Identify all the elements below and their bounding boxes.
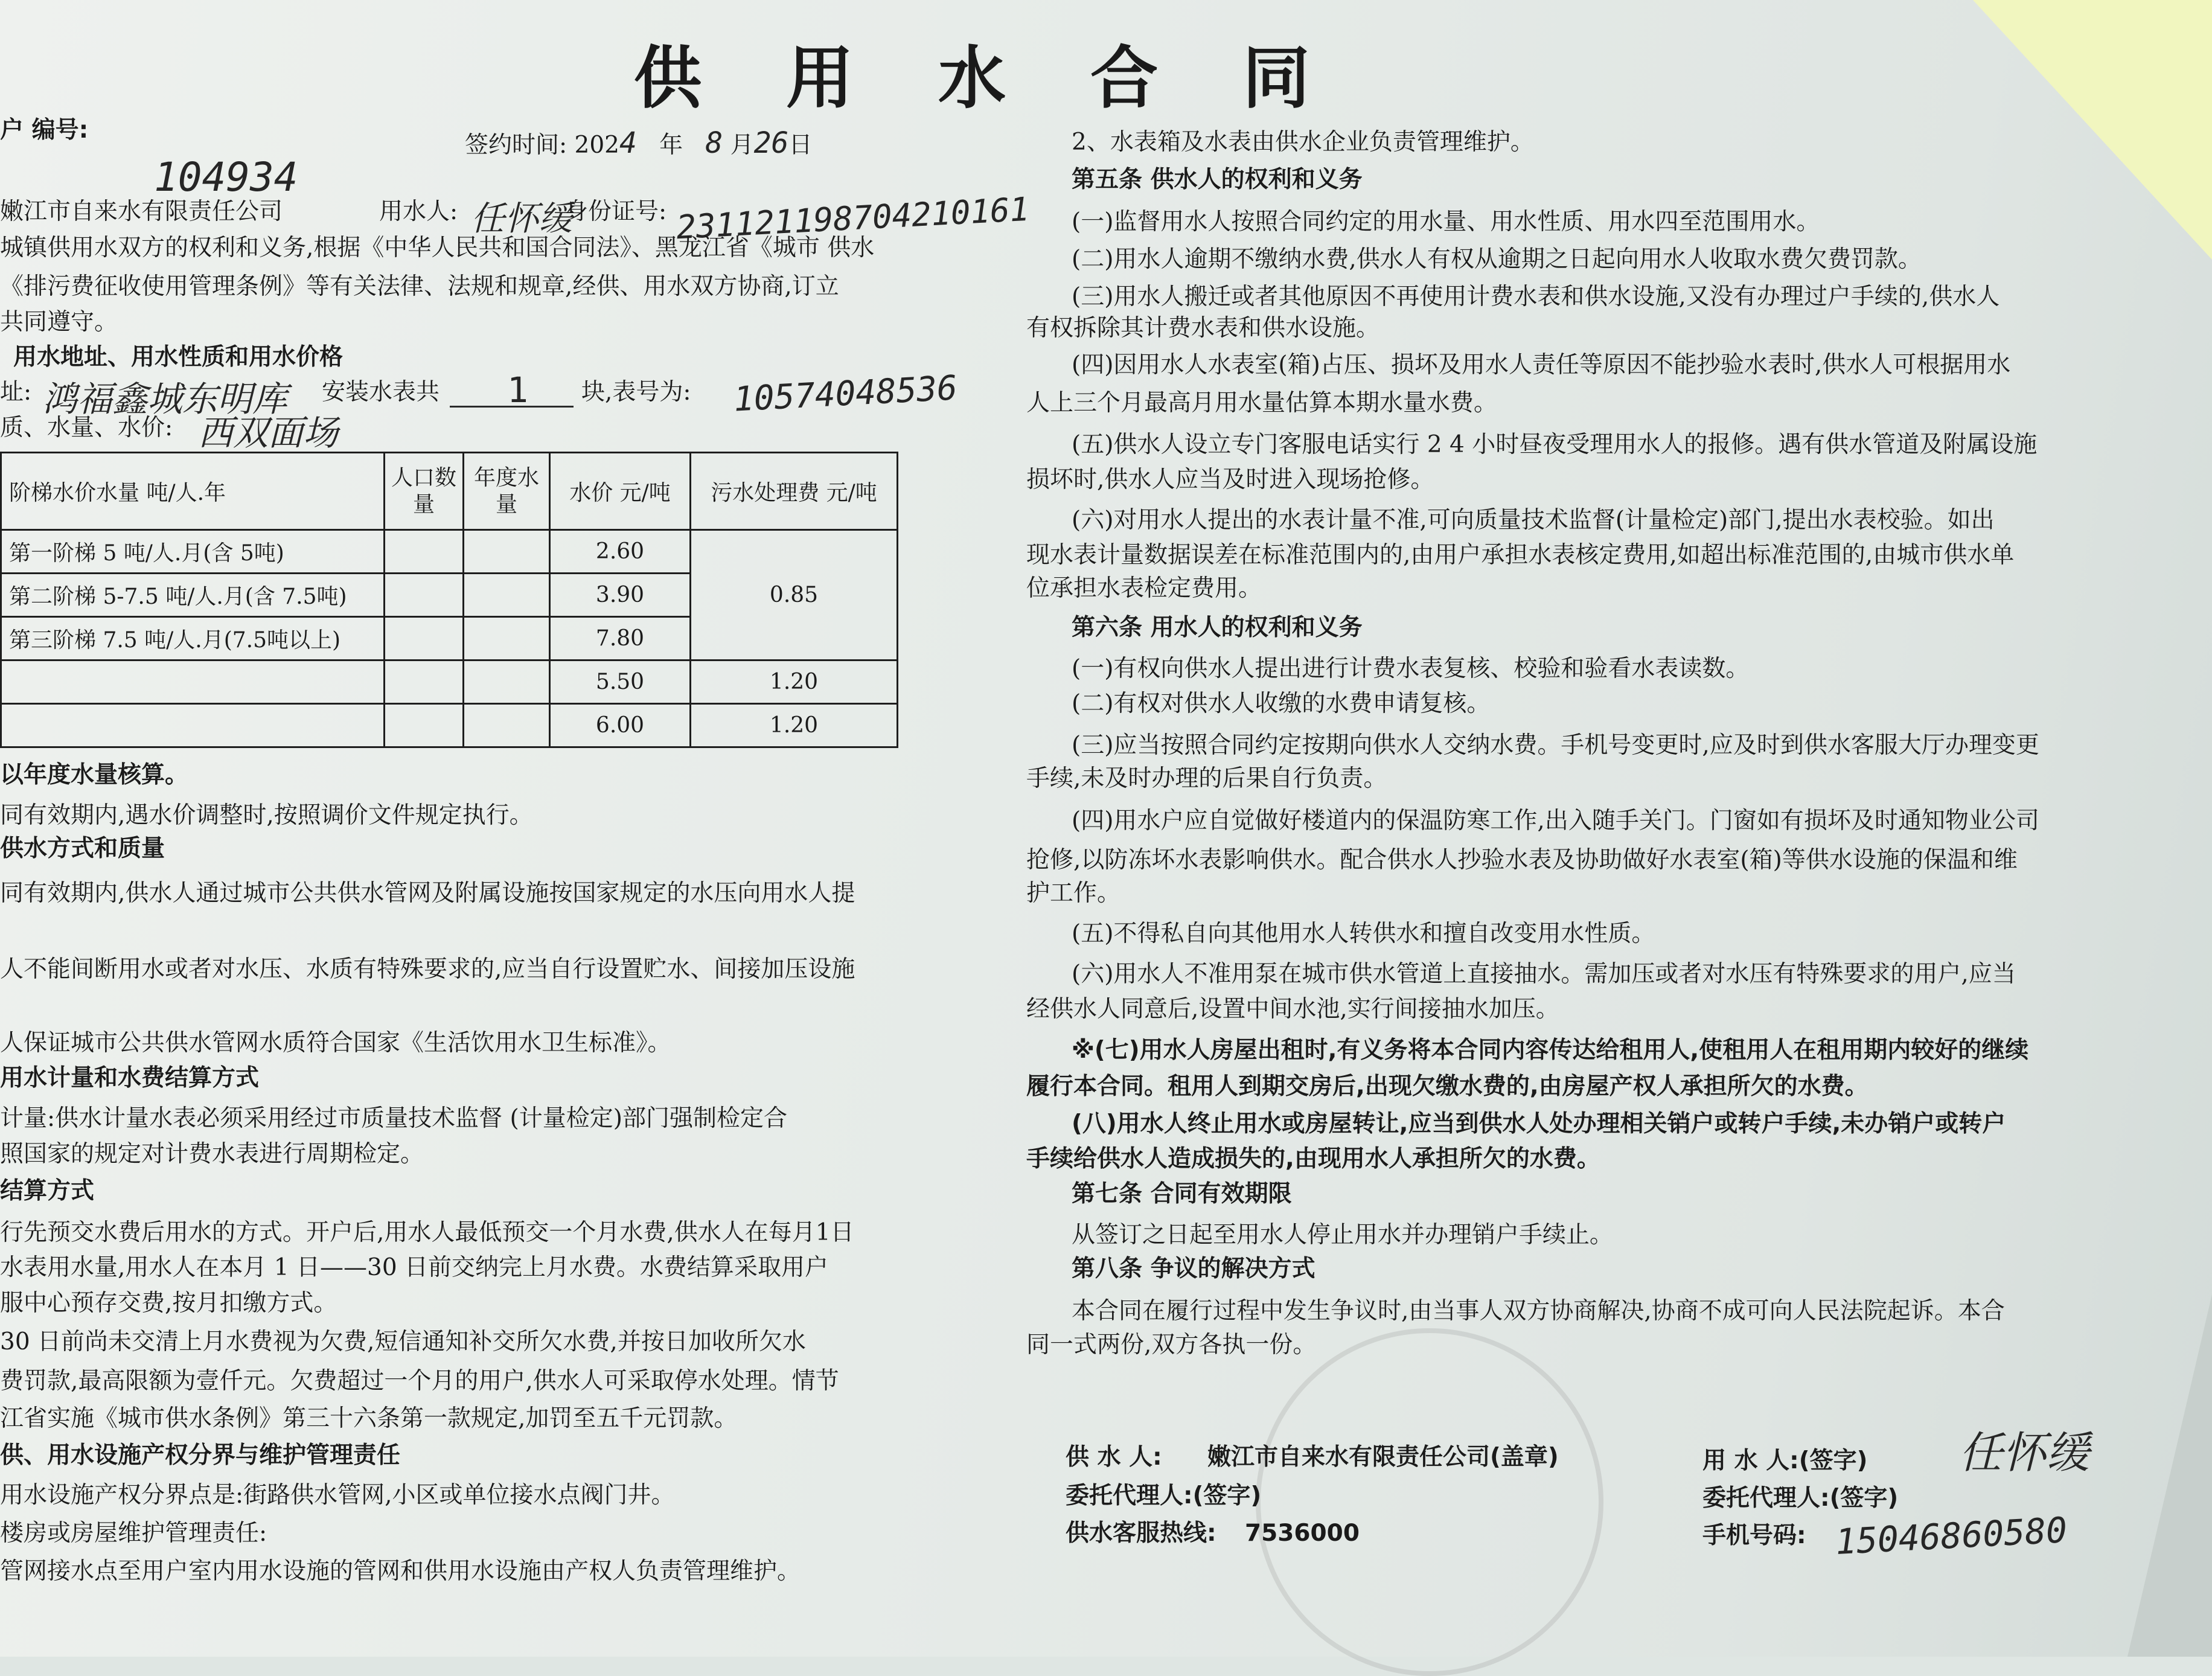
right-paragraph: (二)有权对供水人收缴的水费申请复核。: [1072, 690, 1491, 717]
sign-date-label: 签约时间: 202: [465, 132, 619, 159]
title-char: 供: [634, 39, 702, 118]
supplier-value: 嫩江市自来水有限责任公司(盖章): [1207, 1444, 1559, 1471]
left-paragraph: 人不能间断用水或者对水压、水质有特殊要求的,应当自行设置贮水、间接加压设施: [0, 956, 855, 983]
intro-line: 《排污费征收使用管理条例》等有关法律、法规和规章,经供、用水双方协商,订立: [0, 273, 839, 300]
right-paragraph: 经供水人同意后,设置中间水池,实行间接抽水加压。: [1026, 996, 1559, 1023]
annual-volume-cell: [464, 617, 550, 660]
supplier-agent-label: 委托代理人:(签字): [1066, 1482, 1262, 1509]
right-paragraph: 现水表计量数据误差在标准范围内的,由用户承担水表核定费用,如超出标准范围的,由城市供水单: [1026, 542, 2015, 569]
sewage-cell: 1.20: [691, 704, 898, 747]
table-row: [1, 704, 898, 747]
account-label: 户 编号:: [0, 117, 89, 144]
price-table: [0, 452, 898, 748]
address-value: 鸿福鑫城东明库: [42, 379, 288, 420]
right-paragraph: 第六条 用水人的权利和义务: [1072, 614, 1363, 641]
right-paragraph: (一)监督用水人按照合同约定的用水量、用水性质、用水四至范围用水。: [1072, 208, 1820, 235]
sewage-cell: 0.85: [691, 530, 898, 660]
table-header: 污水处理费 元/吨: [691, 453, 898, 530]
annual-volume-cell: [464, 660, 550, 704]
title-char: 同: [1242, 39, 1310, 118]
right-paragraph: (一)有权向供水人提出进行计费水表复核、校验和验看水表读数。: [1072, 655, 1750, 682]
annual-volume-cell: [464, 704, 550, 747]
user-label: 用水人:: [379, 198, 458, 225]
left-paragraph: 水表用水量,用水人在本月 1 日——30 日前交纳完上月水费。水费结算采取用户: [0, 1254, 829, 1281]
left-paragraph: 同有效期内,遇水价调整时,按照调价文件规定执行。: [0, 802, 533, 829]
account-number: 104934: [154, 154, 298, 200]
right-paragraph: 第五条 供水人的权利和义务: [1072, 166, 1363, 193]
title-char: 水: [938, 39, 1006, 118]
price-cell: 6.00: [550, 704, 691, 747]
nature-label: 质、水量、水价:: [0, 414, 173, 441]
right-paragraph: (三)应当按照合同约定按期向供水人交纳水费。手机号变更时,应及时到供水客服大厅办理变更: [1072, 732, 2039, 759]
meter-number: 10574048536: [732, 368, 959, 420]
user-sign-label: 用 水 人:(签字): [1702, 1447, 1868, 1474]
left-paragraph: 楼房或房屋维护管理责任:: [0, 1520, 267, 1547]
sign-year-digit: 4: [619, 126, 637, 160]
month-label: 月: [730, 132, 754, 159]
right-paragraph: ※(七)用水人房屋出租时,有义务将本合同内容传达给租用人,使租用人在租用期内较好的继续: [1072, 1037, 2029, 1064]
left-paragraph: 服中心预存交费,按月扣缴方式。: [0, 1290, 337, 1317]
right-paragraph: (八)用水人终止用水或房屋转让,应当到供水人处办理相关销户或转户手续,未办销户或转户: [1072, 1110, 2006, 1137]
meter-label: 安装水表共: [322, 379, 440, 406]
right-paragraph: 有权拆除其计费水表和供水设施。: [1026, 315, 1380, 342]
document-title: [634, 24, 1310, 121]
title-char: 合: [1090, 39, 1158, 118]
right-paragraph: (六)用水人不准用泵在城市供水管道上直接抽水。需加压或者对水压有特殊要求的用户,应当: [1072, 961, 2016, 988]
left-paragraph: 用水计量和水费结算方式: [0, 1064, 260, 1092]
address-label: 址:: [0, 379, 32, 406]
nature-value: 西双面场: [198, 412, 339, 453]
left-paragraph: 照国家的规定对计费水表进行周期检定。: [0, 1140, 424, 1168]
right-paragraph: 同一式两份,双方各执一份。: [1026, 1331, 1317, 1358]
hotline-label: 供水客服热线:: [1066, 1520, 1216, 1547]
annual-volume-cell: [464, 530, 550, 574]
right-paragraph: 手续,未及时办理的后果自行负责。: [1026, 765, 1387, 792]
tier-cell: [1, 660, 385, 704]
right-paragraph: (五)供水人设立专门客服电话实行 2 4 小时昼夜受理用水人的报修。遇有供水管道及附属设施: [1072, 431, 2038, 458]
tier-cell: 第一阶梯 5 吨/人.月(含 5吨): [1, 530, 385, 574]
right-paragraph: 履行本合同。租用人到期交房后,出现欠缴水费的,由房屋产权人承担所欠的水费。: [1026, 1073, 1868, 1100]
left-paragraph: 管网接水点至用户室内用水设施的管网和供用水设施由产权人负责管理维护。: [0, 1558, 801, 1585]
sign-date: [465, 126, 813, 160]
price-cell: 2.60: [550, 530, 691, 574]
tier-cell: 第二阶梯 5-7.5 吨/人.月(含 7.5吨): [1, 574, 385, 617]
supplier-label: 供 水 人:: [1066, 1444, 1162, 1471]
left-paragraph: 供水方式和质量: [0, 835, 165, 862]
left-paragraph: 费罚款,最高限额为壹仟元。欠费超过一个月的用户,供水人可采取停水处理。情节: [0, 1367, 839, 1395]
right-paragraph: 护工作。: [1026, 880, 1121, 907]
population-cell: [385, 574, 464, 617]
right-paragraph: (三)用水人搬迁或者其他原因不再使用计费水表和供水设施,又没有办理过户手续的,供水人: [1072, 283, 2000, 310]
table-header: 阶梯水价水量 吨/人.年: [1, 453, 385, 530]
table-row: [1, 660, 898, 704]
tier-cell: 第三阶梯 7.5 吨/人.月(7.5吨以上): [1, 617, 385, 660]
right-paragraph: 本合同在履行过程中发生争议时,由当事人双方协商解决,协商不成可向人民法院起诉。本合: [1072, 1297, 2005, 1325]
right-paragraph: (四)因用水人水表室(箱)占压、损坏及用水人责任等原因不能抄验水表时,供水人可根据用水: [1072, 351, 2011, 379]
population-cell: [385, 660, 464, 704]
right-paragraph: 人上三个月最高月用水量估算本期水量水费。: [1026, 389, 1498, 417]
population-cell: [385, 530, 464, 574]
left-paragraph: 行先预交水费后用水的方式。开户后,用水人最低预交一个月水费,供水人在每月1日: [0, 1219, 854, 1246]
right-paragraph: (五)不得私自向其他用水人转供水和擅自改变用水性质。: [1072, 920, 1655, 947]
left-paragraph: 30 日前尚未交清上月水费视为欠费,短信通知补交所欠水费,并按日加收所欠水: [0, 1328, 806, 1355]
company-seal: [1256, 1328, 1603, 1676]
table-header: 水价 元/吨: [550, 453, 691, 530]
left-paragraph: 江省实施《城市供水条例》第三十六条第一款规定,加罚至五千元罚款。: [0, 1405, 738, 1432]
left-paragraph: 同有效期内,供水人通过城市公共供水管网及附属设施按国家规定的水压向用水人提: [0, 880, 855, 907]
table-row: [1, 530, 898, 574]
annual-volume-cell: [464, 574, 550, 617]
sign-month: 8: [705, 126, 723, 160]
table-header: 年度水量: [464, 453, 550, 530]
supplier-name: 嫩江市自来水有限责任公司: [0, 198, 283, 225]
right-paragraph: 位承担水表检定费用。: [1026, 575, 1262, 602]
left-paragraph: 供、用水设施产权分界与维护管理责任: [0, 1442, 401, 1469]
table-header: 人口数量: [385, 453, 464, 530]
user-signature: 任怀缓: [471, 199, 572, 238]
left-paragraph: 结算方式: [0, 1177, 95, 1204]
population-cell: [385, 617, 464, 660]
year-label: 年: [659, 132, 683, 159]
phone-value: 15046860580: [1834, 1509, 2068, 1563]
intro-line: 共同遵守。: [0, 309, 118, 336]
title-char: 用: [786, 39, 854, 118]
left-paragraph: 计量:供水计量水表必须采用经过市质量技术监督 (计量检定)部门强制检定合: [0, 1105, 787, 1132]
price-cell: 5.50: [550, 660, 691, 704]
left-paragraph: 以年度水量核算。: [0, 761, 189, 788]
right-paragraph: 2、水表箱及水表由供水企业负责管理维护。: [1072, 129, 1534, 156]
price-cell: 7.80: [550, 617, 691, 660]
meter-count: 1: [507, 369, 528, 411]
right-paragraph: (四)用水户应自觉做好楼道内的保温防寒工作,出入随手关门。门窗如有损坏及时通知物业公司: [1072, 807, 2039, 834]
user-sign-signature: 任怀缓: [1959, 1427, 2090, 1478]
right-paragraph: 损坏时,供水人应当及时进入现场抢修。: [1026, 466, 1434, 493]
left-paragraph: 人保证城市公共供水管网水质符合国家《生活饮用水卫生标准》。: [0, 1029, 671, 1057]
meter-unit: 块,表号为:: [581, 379, 691, 406]
phone-label: 手机号码:: [1702, 1522, 1806, 1549]
id-number: 231121198704210161: [675, 190, 1031, 247]
tier-cell: [1, 704, 385, 747]
hotline-value: 7536000: [1245, 1520, 1360, 1547]
day-label: 日: [788, 132, 813, 159]
sewage-cell: 1.20: [691, 660, 898, 704]
right-paragraph: (二)用水人逾期不缴纳水费,供水人有权从逾期之日起向用水人收取水费欠费罚款。: [1072, 246, 1922, 273]
id-label: 身份证号:: [564, 198, 667, 225]
right-paragraph: 第七条 合同有效期限: [1072, 1180, 1292, 1207]
right-paragraph: 从签订之日起至用水人停止用水并办理销户手续止。: [1072, 1221, 1614, 1249]
left-paragraph: 用水设施产权分界点是:街路供水管网,小区或单位接水点阀门井。: [0, 1482, 675, 1509]
population-cell: [385, 704, 464, 747]
article-1-heading: 用水地址、用水性质和用水价格: [13, 344, 344, 371]
price-cell: 3.90: [550, 574, 691, 617]
intro-line: 城镇供用水双方的权利和义务,根据《中华人民共和国合同法》、黑龙江省《城市 供水: [0, 234, 875, 261]
right-paragraph: 第八条 争议的解决方式: [1072, 1255, 1315, 1282]
user-agent-label: 委托代理人:(签字): [1702, 1485, 1899, 1512]
right-paragraph: 手续给供水人造成损失的,由现用水人承担所欠的水费。: [1026, 1145, 1600, 1172]
right-paragraph: 抢修,以防冻坏水表影响供水。配合供水人抄验水表及协助做好水表室(箱)等供水设施的保温和维: [1026, 846, 2018, 874]
right-paragraph: (六)对用水人提出的水表计量不准,可向质量技术监督(计量检定)部门,提出水表校验。如出: [1072, 507, 1995, 534]
sign-day: 26: [753, 126, 789, 160]
